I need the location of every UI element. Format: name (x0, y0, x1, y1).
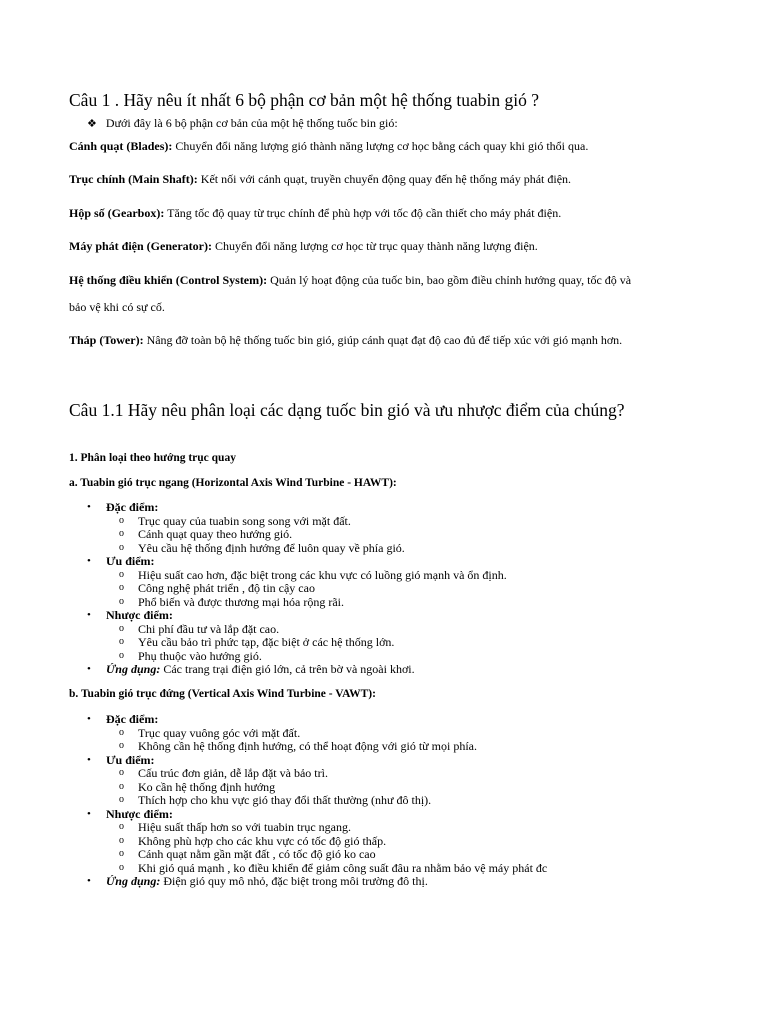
component-desc: Chuyển đổi năng lượng gió thành năng lượng cơ học bằng cách quay khi gió thổi qua. (172, 139, 589, 153)
list-item: o Phụ thuộc vào hướng gió. (69, 650, 507, 664)
component-desc: Nâng đỡ toàn bộ hệ thống tuốc bin gió, giúp cánh quạt đạt độ cao đủ để tiếp xúc với gió mạnh hơn. (143, 333, 623, 347)
question-1-1-title: Câu 1.1 Hãy nêu phân loại các dạng tuốc bin gió và ưu nhược điểm của chúng? (69, 400, 625, 420)
component-tower (69, 333, 622, 348)
list-item: o Cấu trúc đơn giản, dễ lắp đặt và bảo trì. (69, 767, 547, 781)
app-label: Ứng dụng: (106, 662, 161, 676)
features-label: Đặc điểm: (106, 712, 159, 726)
section-heading: 1. Phân loại theo hướng trục quay (69, 452, 236, 464)
list-item: o Yêu cầu hệ thống định hướng để luôn quay về phía gió. (69, 542, 507, 556)
component-term: Hộp số (Gearbox): (69, 206, 165, 220)
question-1-title: Câu 1 . Hãy nêu ít nhất 6 bộ phận cơ bản một hệ thống tuabin gió ? (69, 90, 539, 110)
pros-label: Ưu điểm: (106, 554, 155, 568)
intro-text: Dưới đây là 6 bộ phận cơ bản của một hệ thống tuốc bin gió: (105, 116, 398, 130)
list-item (69, 501, 507, 555)
app-label: Ứng dụng: (106, 874, 161, 888)
list-item: o Chi phí đầu tư và lắp đặt cao. (69, 623, 507, 637)
cons-label: Nhược điểm: (106, 806, 173, 821)
component-term: Máy phát điện (Generator): (69, 239, 212, 253)
intro-line (87, 116, 398, 131)
list-item (69, 609, 507, 663)
component-term: Cánh quạt (Blades): (69, 139, 173, 153)
component-main-shaft (69, 172, 571, 187)
component-blades (69, 139, 588, 154)
component-desc: Chuyển đổi năng lượng cơ học từ trục quay thành năng lượng điện. (211, 239, 538, 253)
list-item: o Cánh quạt nằm gần mặt đất , có tốc độ gió ko cao (69, 848, 547, 862)
hawt-heading: a. Tuabin gió trục ngang (Horizontal Axis Wind Turbine - HAWT): (69, 477, 397, 489)
list-item: o Hiệu suất thấp hơn so với tuabin trục ngang. (69, 821, 547, 835)
list-item: o Trục quay vuông góc với mặt đất. (69, 727, 547, 741)
component-term: Hệ thống điều khiển (Control System): (69, 273, 268, 287)
component-term: Tháp (Tower): (69, 333, 144, 347)
diamond-bullet-icon: ❖ (87, 118, 97, 130)
app-text: Các trang trại điện gió lớn, cả trên bờ và ngoài khơi. (160, 662, 415, 676)
component-control-system (69, 273, 631, 288)
list-item: o Trục quay của tuabin song song với mặt đất. (69, 515, 507, 529)
list-item: o Phổ biến và được thương mại hóa rộng rãi. (69, 596, 507, 610)
list-item: o Không phù hợp cho các khu vực có tốc độ gió thấp. (69, 835, 547, 849)
list-item: o Cánh quạt quay theo hướng gió. (69, 528, 507, 542)
component-term: Trục chính (Main Shaft): (69, 172, 198, 186)
component-desc: Quản lý hoạt động của tuốc bin, bao gồm điều chỉnh hướng quay, tốc độ và (267, 273, 632, 287)
vawt-heading: b. Tuabin gió trục đứng (Vertical Axis Wind Turbine - VAWT): (69, 688, 376, 700)
component-desc: Tăng tốc độ quay từ trục chính để phù hợp với tốc độ cần thiết cho máy phát điện. (164, 206, 562, 220)
cons-label: Nhược điểm: (106, 608, 173, 622)
pros-label: Ưu điểm: (106, 752, 155, 767)
list-item: o Công nghệ phát triển , độ tin cậy cao (69, 582, 507, 596)
list-item (69, 754, 547, 808)
list-item (69, 555, 507, 609)
list-item (69, 663, 507, 677)
list-item: o Khi gió quá mạnh , ko điều khiển để giảm công suất đâu ra nhằm bảo vệ máy phát đc (69, 862, 547, 876)
list-item (69, 808, 547, 876)
list-item (69, 875, 547, 889)
list-item: o Không cần hệ thống định hướng, có thể hoạt động với gió từ mọi phía. (69, 740, 547, 754)
list-item: o Thích hợp cho khu vực gió thay đổi thất thường (như đô thị). (69, 794, 547, 808)
list-item: o Ko cần hệ thống định hướng (69, 781, 547, 795)
list-item: o Hiệu suất cao hơn, đặc biệt trong các khu vực có luồng gió mạnh và ổn định. (69, 569, 507, 583)
component-desc: Kết nối với cánh quạt, truyền chuyển động quay đến hệ thống máy phát điện. (197, 172, 572, 186)
component-generator (69, 239, 538, 254)
app-text: Điện gió quy mô nhỏ, đặc biệt trong môi trường đô thị. (160, 874, 428, 888)
hawt-list (69, 501, 507, 677)
component-gearbox (69, 206, 561, 221)
list-item: o Yêu cầu bảo trì phức tạp, đặc biệt ở các hệ thống lớn. (69, 636, 507, 650)
component-control-system-cont: bảo vệ khi có sự cố. (69, 300, 165, 314)
list-item (69, 713, 547, 754)
features-label: Đặc điểm: (106, 500, 159, 514)
vawt-list (69, 713, 547, 889)
